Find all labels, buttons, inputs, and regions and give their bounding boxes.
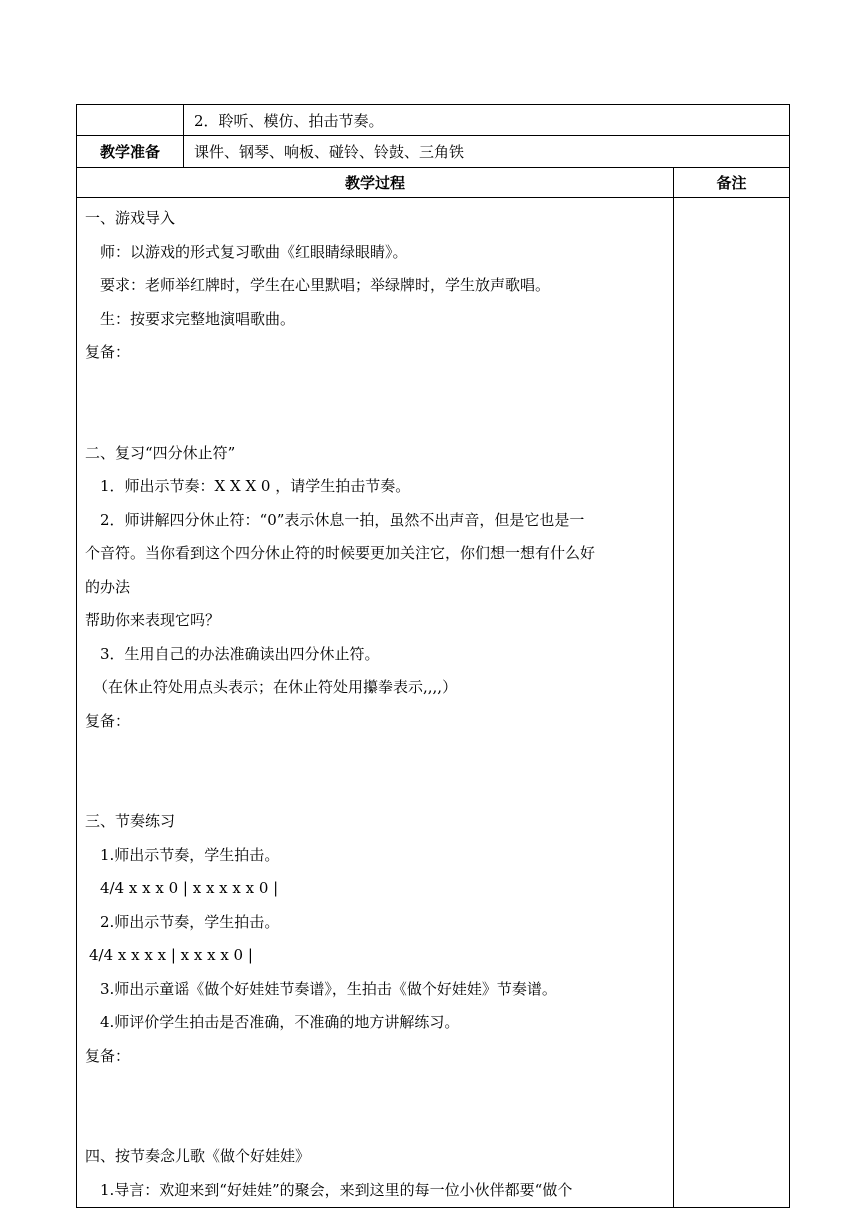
prep-label: 教学准备 <box>77 136 184 168</box>
spacer <box>85 403 667 437</box>
rhythm-notation: 4/4 x x x 0 | x x x x x 0 | <box>100 879 279 897</box>
spacer <box>85 738 667 772</box>
section-3-line: 3.师出示童谣《做个好娃娃节奏谱》，生拍击《做个好娃娃》节奏谱。 <box>100 979 557 998</box>
section-1-title: 一、游戏导入 <box>85 209 176 227</box>
prep-text: 课件、钢琴、响板、碰铃、铃鼓、三角铁 <box>184 136 790 168</box>
section-2-line: 帮助你来表现它吗？ <box>85 611 221 629</box>
review-note: 复备： <box>85 1046 131 1065</box>
objective-text: 2．聆听、模仿、拍击节奏。 <box>184 105 790 136</box>
section-3-title: 三、节奏练习 <box>85 812 176 830</box>
section-1-line: 要求：老师举红牌时，学生在心里默唱；举绿牌时，学生放声歌唱。 <box>100 276 551 294</box>
notes-header: 备注 <box>674 168 790 198</box>
section-2-line: 的办法 <box>85 577 131 596</box>
review-note: 复备： <box>85 343 131 361</box>
section-2-line: 2．师讲解四分休止符：“0”表示休息一拍，虽然不出声音，但是它也是一 <box>100 510 585 529</box>
section-2-line: 3．生用自己的办法准确读出四分休止符。 <box>100 644 380 663</box>
section-2-line: 个音符。当你看到这个四分休止符的时候要更加关注它，你们想一想有什么好 <box>85 544 596 562</box>
section-4-title: 四、按节奏念儿歌《做个好娃娃》 <box>85 1147 311 1165</box>
process-header: 教学过程 <box>77 168 674 198</box>
spacer <box>85 370 667 404</box>
spacer <box>85 1107 667 1141</box>
section-3-line: 2.师出示节奏，学生拍击。 <box>100 912 280 931</box>
section-1-line: 师：以游戏的形式复习歌曲《红眼睛绿眼睛》。 <box>100 242 408 261</box>
section-2-title: 二、复习“四分休止符” <box>85 443 236 462</box>
section-3-line: 1.师出示节奏，学生拍击。 <box>100 845 280 864</box>
section-4-line: 1.导言：欢迎来到“好娃娃”的聚会，来到这里的每一位小伙伴都要“做个 <box>100 1180 573 1199</box>
lesson-plan-table-wrapper <box>76 104 789 1199</box>
prep-row <box>77 136 790 168</box>
section-1-line: 生：按要求完整地演唱歌曲。 <box>100 309 296 328</box>
objective-row <box>77 105 790 136</box>
spacer <box>85 1073 667 1107</box>
process-content-row <box>77 198 790 1208</box>
spacer <box>85 772 667 806</box>
lesson-plan-table <box>76 104 790 1208</box>
section-3-line: 4.师评价学生拍击是否准确，不准确的地方讲解练习。 <box>100 1013 460 1031</box>
objective-label-cell <box>77 105 184 136</box>
review-note: 复备： <box>85 711 131 730</box>
rhythm-notation: 4/4 x x x x | x x x x 0 | <box>89 946 253 964</box>
notes-column <box>674 198 790 1208</box>
process-header-row <box>77 168 790 198</box>
section-2-line: 1．师出示节奏：X X X 0 ，请学生拍击节奏。 <box>100 477 411 495</box>
section-2-line: （在休止符处用点头表示；在休止符处用攥拳表示,,,,） <box>93 678 458 696</box>
process-content <box>77 198 674 1208</box>
